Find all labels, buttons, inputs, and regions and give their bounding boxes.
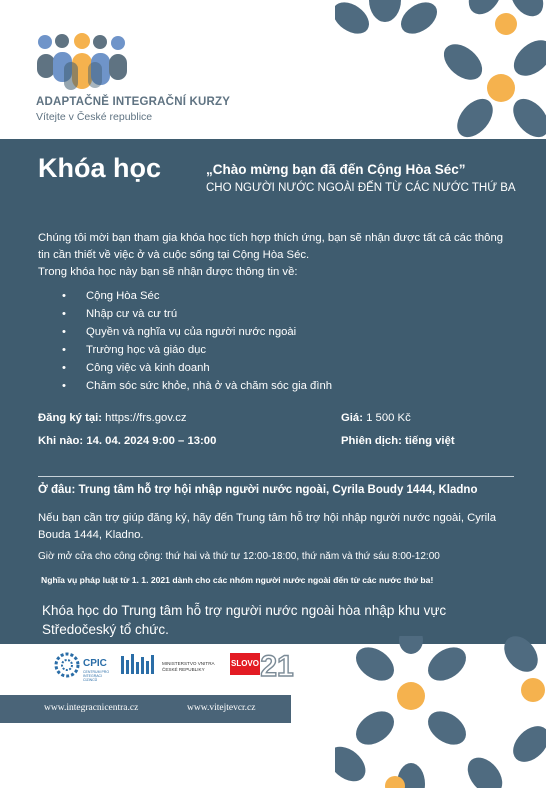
divider bbox=[38, 476, 514, 477]
schedule-label: Khi nào: bbox=[38, 435, 84, 447]
intro-paragraph: Chúng tôi mời bạn tham gia khóa học tích hợp thích ứng, bạn sẽ nhận được tất cả các thông tin cần thiết về việc ở và cuộc sống tại Cộng Hòa Séc. bbox=[38, 232, 504, 261]
intro-text bbox=[38, 230, 508, 281]
registration-help-text: Nếu bạn cần trợ giúp đăng ký, hãy đến Trung tâm hỗ trợ hội nhập người nước ngoài, Cyrila Bouda 1444, Kladno. bbox=[38, 512, 496, 541]
location-value: Trung tâm hỗ trợ hội nhập người nước ngoài, Cyrila Boudy 1444, Kladno bbox=[78, 484, 478, 496]
topics-lead: Trong khóa học này bạn sẽ nhận được thông tin về: bbox=[38, 266, 298, 278]
organizer-text: Khóa học do Trung tâm hỗ trợ người nước ngoài hòa nhập khu vực Středočeský tổ chức. bbox=[42, 603, 447, 637]
ministry-line-1: MINISTERSTVO VNITRA bbox=[162, 661, 215, 666]
schedule-value: 14. 04. 2024 9:00 – 13:00 bbox=[86, 435, 217, 447]
logo-title: ADAPTAČNĚ INTEGRAČNÍ KURZY bbox=[36, 96, 231, 108]
ministry-logo bbox=[120, 650, 220, 680]
slovo-label: SLOVO bbox=[230, 653, 260, 675]
integracnicentra-link[interactable]: www.integracnicentra.cz bbox=[44, 703, 139, 713]
location-label: Ở đâu: bbox=[38, 484, 76, 496]
list-item: • Trường học và giáo dục bbox=[62, 341, 332, 359]
price-info bbox=[341, 412, 411, 424]
footer-links-bar bbox=[0, 695, 291, 723]
list-item: • Nhập cư và cư trú bbox=[62, 305, 332, 323]
interpreter-label: Phiên dịch: bbox=[341, 435, 402, 447]
logo-subtitle: Vítejte v České republice bbox=[36, 111, 153, 123]
ministry-label bbox=[162, 661, 215, 673]
registration-link[interactable]: https://frs.gov.cz bbox=[105, 412, 187, 424]
decorative-flower-pattern bbox=[335, 0, 546, 142]
cpic-logo bbox=[54, 650, 114, 680]
list-item: • Cộng Hòa Séc bbox=[62, 287, 332, 305]
location-info bbox=[38, 484, 477, 496]
registration-info bbox=[38, 412, 187, 424]
price-value: 1 500 Kč bbox=[366, 412, 411, 424]
schedule-info bbox=[38, 435, 216, 447]
legal-notice: Nghĩa vụ pháp luật từ 1. 1. 2021 dành cho các nhóm người nước ngoài đến từ các nước thứ ba! bbox=[41, 575, 434, 585]
slovo21-number: 21 bbox=[260, 650, 294, 682]
ministry-line-2: ČESKÉ REPUBLIKY bbox=[162, 667, 205, 672]
interpreter-info bbox=[341, 435, 455, 447]
cpic-label: CPIC bbox=[83, 658, 107, 669]
registration-label: Đăng ký tại: bbox=[38, 412, 103, 424]
list-item: • Chăm sóc sức khỏe, nhà ở và chăm sóc gia đình bbox=[62, 377, 332, 395]
list-item: • Công việc và kinh doanh bbox=[62, 359, 332, 377]
decorative-flower-pattern-bottom bbox=[335, 636, 546, 788]
cpic-emblem-icon bbox=[54, 652, 80, 678]
opening-hours: Giờ mở cửa cho công cộng: thứ hai và thứ tư 12:00-18:00, thứ năm và thứ sáu 8:00-12:00 bbox=[38, 551, 440, 562]
course-logo bbox=[36, 32, 236, 132]
vitejtevcr-link[interactable]: www.vitejtevcr.cz bbox=[187, 703, 256, 713]
audience-subtitle: CHO NGƯỜI NƯỚC NGOÀI ĐẾN TỪ CÁC NƯỚC THỨ BA bbox=[206, 182, 516, 194]
topics-list bbox=[62, 287, 332, 395]
slovo21-logo bbox=[230, 648, 294, 682]
welcome-heading: „Chào mừng bạn đã đến Cộng Hòa Séc” bbox=[206, 162, 466, 177]
interpreter-value: tiếng việt bbox=[405, 435, 455, 447]
cpic-small-label: CENTRUM PRO INTEGRACI CIZINCŮ bbox=[83, 670, 110, 682]
course-info-panel bbox=[0, 139, 546, 644]
page-title: Khóa học bbox=[38, 153, 162, 183]
list-item: • Quyền và nghĩa vụ của người nước ngoài bbox=[62, 323, 332, 341]
people-figures-logo bbox=[36, 32, 131, 97]
price-label: Giá: bbox=[341, 412, 363, 424]
slovo21-number-mark bbox=[260, 648, 294, 682]
ministry-emblem-icon bbox=[120, 652, 156, 678]
